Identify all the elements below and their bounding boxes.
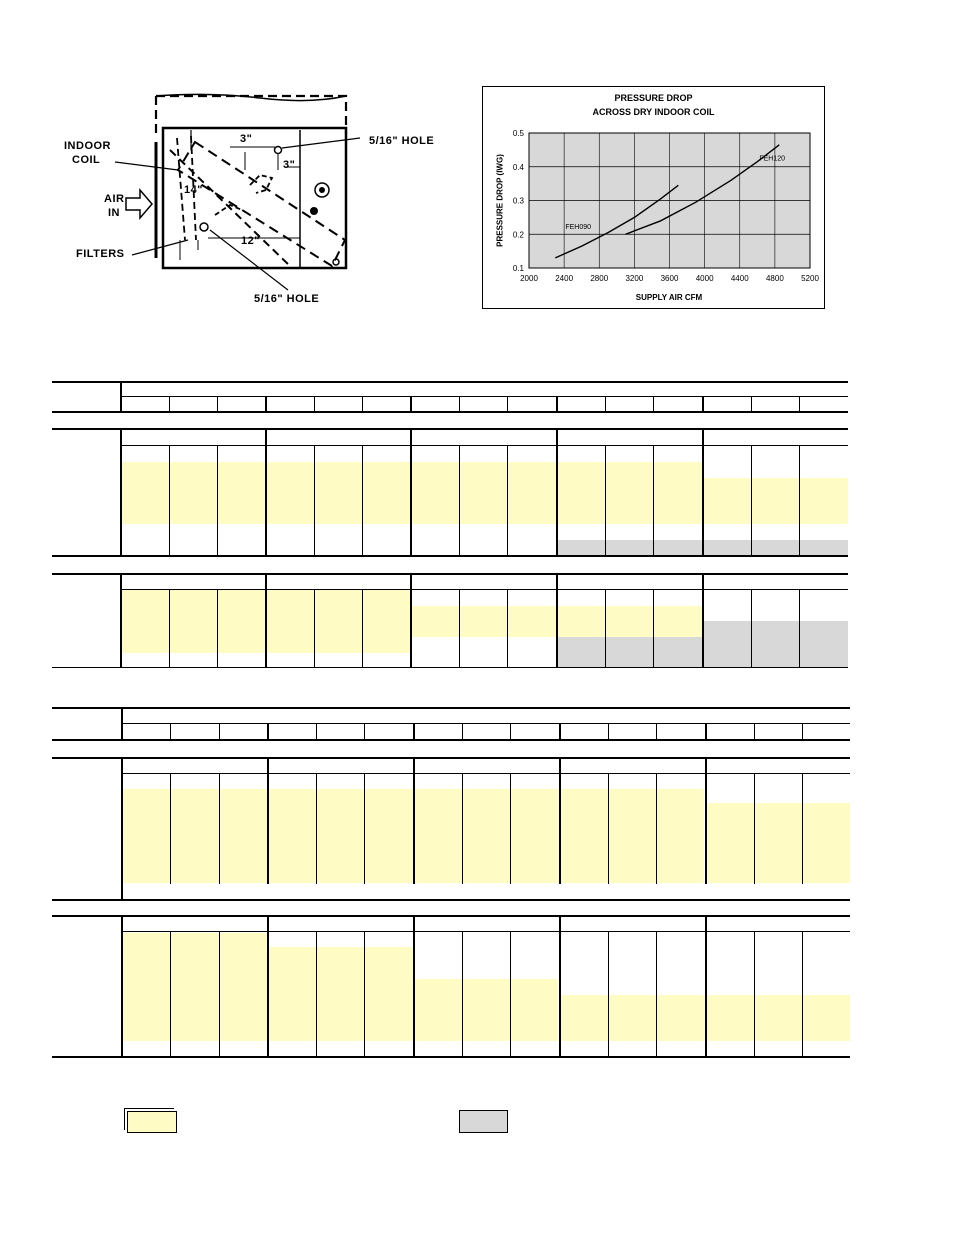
table-rule	[314, 589, 315, 668]
table-rule	[556, 428, 558, 556]
table-rule	[52, 899, 850, 901]
table-rule	[608, 723, 609, 740]
table-rule	[121, 445, 848, 446]
table-rule	[219, 773, 220, 884]
table-rule	[314, 396, 315, 412]
table-rule	[364, 931, 365, 1057]
table1-fill-f	[557, 637, 702, 667]
y-tick-label: 0.4	[512, 162, 524, 172]
table-rule	[267, 757, 269, 884]
table-rule	[410, 428, 412, 556]
table-rule	[462, 773, 463, 884]
table-rule	[702, 396, 704, 412]
series-label-feh090: FEH090	[565, 223, 592, 231]
table-rule	[556, 573, 558, 668]
table2-fill-d	[268, 947, 413, 1041]
table-rule	[52, 739, 850, 741]
table-rule	[169, 445, 170, 556]
dim-14-label: 14"	[184, 184, 203, 196]
table-rule	[459, 589, 460, 668]
table-rule	[510, 723, 511, 740]
table2-fill-e	[413, 979, 558, 1041]
table-rule	[653, 396, 654, 412]
table-rule	[52, 707, 850, 709]
table-rule	[653, 445, 654, 556]
table2-fill-b	[705, 803, 850, 883]
table-rule	[121, 589, 848, 590]
table-rule	[705, 723, 707, 740]
legend-yellow-swatch	[127, 1111, 177, 1133]
coil-diagram-drawing	[60, 90, 460, 320]
table-rule	[656, 723, 657, 740]
table-rule	[559, 723, 561, 740]
y-tick-label: 0.2	[512, 230, 524, 240]
table-rule	[52, 1056, 850, 1058]
chart-title: PRESSURE DROP	[614, 93, 693, 103]
table-rule	[608, 931, 609, 1057]
x-tick-label: 2400	[555, 274, 574, 283]
x-tick-label: 5200	[801, 274, 819, 283]
table-rule	[410, 396, 412, 412]
table-rule	[52, 667, 848, 668]
table-rule	[121, 757, 123, 900]
table-rule	[751, 396, 752, 412]
table-rule	[217, 445, 218, 556]
table-rule	[507, 445, 508, 556]
table-rule	[754, 931, 755, 1057]
x-tick-label: 4000	[695, 274, 714, 283]
table-rule	[217, 396, 218, 412]
legend-gray-swatch	[459, 1110, 508, 1133]
table-rule	[362, 445, 363, 556]
dim-3-top-label: 3"	[240, 133, 253, 145]
table-rule	[122, 773, 850, 774]
table-rule	[462, 723, 463, 740]
dim-12-label: 12"	[241, 235, 260, 247]
table-rule	[52, 381, 848, 383]
table-rule	[52, 428, 848, 430]
table-rule	[799, 445, 800, 556]
table-rule	[219, 931, 220, 1057]
y-tick-label: 0.1	[512, 264, 524, 273]
table-rule	[413, 757, 415, 884]
table-rule	[559, 757, 561, 884]
table-rule	[265, 573, 267, 668]
table-rule	[413, 723, 415, 740]
table-rule	[559, 915, 561, 1057]
table-rule	[316, 931, 317, 1057]
table-rule	[510, 773, 511, 884]
table-rule	[121, 915, 123, 1057]
x-tick-label: 2800	[590, 274, 609, 283]
table-rule	[656, 931, 657, 1057]
table-rule	[799, 396, 800, 412]
table-rule	[510, 931, 511, 1057]
table-rule	[170, 723, 171, 740]
table-rule	[52, 573, 848, 575]
table-rule	[507, 589, 508, 668]
chart-plot	[483, 87, 824, 308]
table-rule	[459, 445, 460, 556]
chart-ylabel: PRESSURE DROP (IWG)	[495, 154, 505, 247]
table-rule	[705, 757, 707, 884]
table-rule	[702, 428, 704, 556]
table-rule	[364, 773, 365, 884]
table1-fill-g	[703, 621, 848, 667]
table-rule	[121, 707, 123, 739]
table1-fill-b	[703, 478, 848, 524]
table-rule	[267, 915, 269, 1057]
x-tick-label: 3600	[660, 274, 679, 283]
table-rule	[802, 723, 803, 740]
table-rule	[556, 396, 558, 412]
table-rule	[362, 396, 363, 412]
table-rule	[121, 396, 848, 397]
table-rule	[754, 723, 755, 740]
performance-table-2	[52, 707, 850, 1058]
chart-xlabel: SUPPLY AIR CFM	[635, 293, 703, 302]
table-rule	[267, 723, 269, 740]
table-rule	[751, 445, 752, 556]
table-rule	[52, 915, 850, 917]
air-in-label-line2: IN	[108, 207, 120, 219]
table-rule	[122, 931, 850, 932]
table-rule	[169, 589, 170, 668]
table-rule	[605, 589, 606, 668]
table-rule	[608, 773, 609, 884]
pressure-drop-chart	[482, 86, 825, 309]
table-rule	[170, 931, 171, 1057]
table-rule	[413, 915, 415, 1057]
table-rule	[705, 915, 707, 1057]
table-rule	[314, 445, 315, 556]
x-tick-label: 2000	[520, 274, 538, 283]
y-tick-label: 0.3	[512, 196, 524, 206]
table-rule	[52, 757, 850, 759]
y-tick-label: 0.5	[512, 129, 524, 138]
coil-diagram	[60, 90, 460, 320]
series-label-feh120: FEH120	[759, 155, 785, 163]
table-rule	[802, 931, 803, 1057]
performance-table-1	[52, 381, 848, 668]
x-tick-label: 4400	[730, 274, 749, 283]
table-rule	[316, 723, 317, 740]
table-rule	[751, 589, 752, 668]
table-rule	[507, 396, 508, 412]
table-rule	[410, 573, 412, 668]
table-rule	[364, 723, 365, 740]
table-rule	[799, 589, 800, 668]
filters-label: FILTERS	[76, 248, 125, 260]
hole-bottom-label: 5/16" HOLE	[254, 293, 320, 305]
indoor-coil-label-line2: COIL	[72, 154, 101, 166]
table-rule	[702, 573, 704, 668]
table-rule	[52, 411, 848, 413]
table-rule	[605, 445, 606, 556]
table-rule	[120, 381, 122, 411]
table-rule	[120, 573, 122, 668]
x-tick-label: 4800	[765, 274, 784, 283]
table-rule	[122, 723, 850, 724]
table-rule	[605, 396, 606, 412]
table-rule	[462, 931, 463, 1057]
table-rule	[52, 555, 848, 557]
dim-3-right-label: 3"	[283, 159, 296, 171]
table-rule	[120, 428, 122, 556]
x-tick-label: 3200	[625, 274, 644, 283]
table-rule	[170, 773, 171, 884]
table-rule	[362, 589, 363, 668]
hole-top-label: 5/16" HOLE	[369, 135, 435, 147]
table-rule	[802, 773, 803, 884]
table-rule	[754, 773, 755, 884]
table-rule	[653, 589, 654, 668]
table-rule	[656, 773, 657, 884]
table-rule	[217, 589, 218, 668]
air-in-label-line1: AIR	[104, 193, 125, 205]
table-rule	[265, 396, 267, 412]
table-rule	[219, 723, 220, 740]
chart-subtitle: ACROSS DRY INDOOR COIL	[592, 107, 715, 117]
table-rule	[316, 773, 317, 884]
table2-fill-c	[122, 933, 267, 1041]
table-rule	[265, 428, 267, 556]
table-rule	[169, 396, 170, 412]
table-rule	[459, 396, 460, 412]
indoor-coil-label-line1: INDOOR	[64, 140, 111, 152]
